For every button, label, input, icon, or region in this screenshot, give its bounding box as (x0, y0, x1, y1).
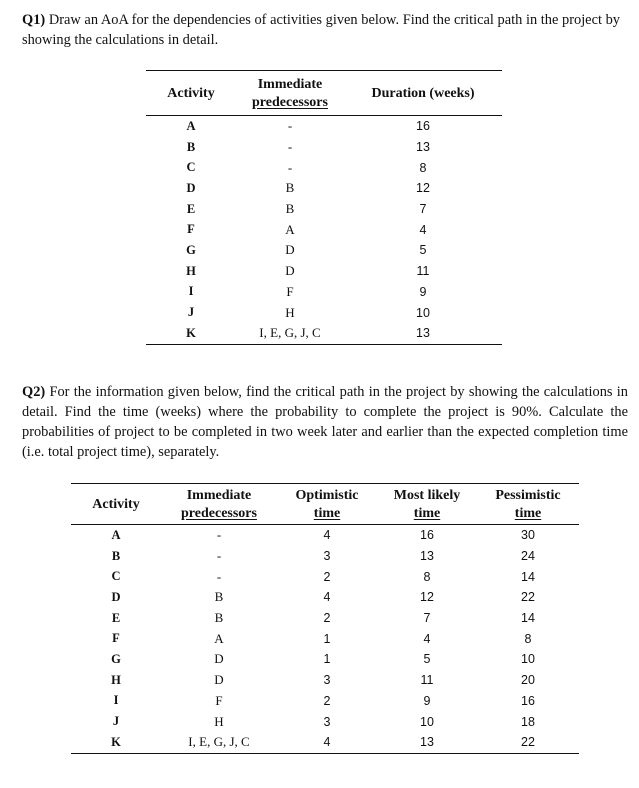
predecessors-cell: B (214, 610, 224, 626)
duration-cell: 16 (416, 119, 430, 134)
predecessors-cell: I, E, G, J, C (259, 325, 321, 341)
activity-cell: G (111, 651, 121, 666)
question-1 (22, 10, 620, 50)
table-row (71, 649, 579, 670)
table-row (146, 219, 502, 240)
activity-cell: D (111, 589, 121, 604)
pessimistic-time-cell: 22 (521, 590, 535, 605)
activity-cell: G (186, 242, 196, 257)
activity-cell: B (186, 139, 196, 154)
header-pessimistic-line2: time (514, 506, 542, 521)
pessimistic-time-cell: 14 (521, 611, 535, 626)
header-most-likely-line2: time (413, 506, 441, 521)
table-body (146, 116, 502, 345)
optimistic-time-cell: 1 (323, 631, 331, 646)
question-1-text: Draw an AoA for the dependencies of activities given below. Find the critical path in the project by showing the calculations in detail. (22, 12, 620, 48)
predecessors-cell: - (216, 548, 222, 564)
activity-cell: F (187, 222, 195, 237)
predecessors-cell: F (215, 692, 223, 708)
header-predecessors-line1: Immediate (186, 488, 252, 503)
pessimistic-time-cell: 8 (524, 631, 532, 646)
predecessors-cell: - (216, 527, 222, 543)
predecessors-cell: H (214, 713, 224, 729)
most-likely-time-cell: 11 (420, 673, 434, 688)
table-row (71, 732, 579, 753)
header-activity: Activity (167, 86, 215, 101)
question-2 (22, 382, 628, 462)
activity-cell: H (186, 263, 196, 278)
header-predecessors (236, 71, 344, 116)
table-row (71, 670, 579, 691)
header-activity: Activity (92, 497, 140, 512)
most-likely-time-cell: 13 (420, 735, 434, 750)
pessimistic-time-cell: 10 (521, 652, 535, 667)
header-optimistic-line2: time (313, 506, 341, 521)
optimistic-time-cell: 2 (323, 569, 331, 584)
table-row (71, 546, 579, 567)
table-header-row (146, 71, 502, 116)
activity-cell: F (112, 631, 120, 646)
duration-cell: 7 (419, 202, 427, 217)
duration-cell: 13 (416, 140, 430, 155)
activity-cell: J (187, 305, 195, 320)
duration-cell: 13 (416, 326, 430, 341)
table-row (146, 116, 502, 137)
pert-time-estimates-table (71, 483, 579, 754)
activity-cell: C (186, 160, 196, 175)
header-most-likely (377, 484, 477, 525)
table-row (71, 628, 579, 649)
predecessors-cell: D (214, 651, 224, 667)
predecessors-cell: I, E, G, J, C (188, 734, 250, 750)
table-header-row (71, 484, 579, 525)
predecessors-cell: D (214, 672, 224, 688)
duration-cell: 8 (419, 160, 427, 175)
most-likely-time-cell: 13 (420, 549, 434, 564)
activity-cell: E (186, 201, 196, 216)
table-row (71, 711, 579, 732)
activity-cell: A (111, 527, 121, 542)
activity-cell: H (111, 672, 121, 687)
predecessors-cell: A (214, 630, 224, 646)
duration-cell: 12 (416, 181, 430, 196)
optimistic-time-cell: 4 (323, 528, 331, 543)
optimistic-time-cell: 1 (323, 652, 331, 667)
activity-cell: E (111, 610, 121, 625)
table-row (146, 240, 502, 261)
optimistic-time-cell: 3 (323, 673, 331, 688)
table-row (146, 302, 502, 323)
table-row (146, 137, 502, 158)
table-row (71, 587, 579, 608)
header-predecessors-line1: Immediate (257, 77, 323, 92)
pessimistic-time-cell: 22 (521, 735, 535, 750)
duration-cell: 9 (419, 284, 427, 299)
most-likely-time-cell: 8 (423, 569, 431, 584)
table-row (146, 323, 502, 344)
pessimistic-time-cell: 14 (521, 569, 535, 584)
header-optimistic-line1: Optimistic (295, 488, 359, 503)
question-2-text: For the information given below, find the critical path in the project by showing the calculations in detail. Find the time (weeks) where the probability to complete the project is 90%. Calculate the probabilities of project to be completed in two week later and earlier than the expected completion time (i.e. total project time), separately. (22, 384, 628, 460)
activity-cell: A (186, 118, 196, 133)
header-predecessors (161, 484, 277, 525)
header-pessimistic-line1: Pessimistic (495, 488, 561, 503)
predecessors-cell: - (287, 118, 293, 134)
pessimistic-time-cell: 30 (521, 528, 535, 543)
pessimistic-time-cell: 18 (521, 714, 535, 729)
table-row (146, 157, 502, 178)
predecessors-cell: B (214, 589, 224, 605)
activity-cell: B (111, 548, 121, 563)
predecessors-cell: - (216, 568, 222, 584)
table-row (71, 608, 579, 629)
activity-cell: K (111, 734, 121, 749)
header-most-likely-line1: Most likely (393, 488, 461, 503)
header-predecessors-line2: predecessors (181, 506, 257, 521)
header-pessimistic (477, 484, 579, 525)
predecessors-cell: D (285, 242, 295, 258)
most-likely-time-cell: 9 (423, 693, 431, 708)
optimistic-time-cell: 3 (323, 549, 331, 564)
pessimistic-time-cell: 16 (521, 693, 535, 708)
predecessors-cell: A (285, 221, 295, 237)
optimistic-time-cell: 4 (323, 590, 331, 605)
optimistic-time-cell: 2 (323, 611, 331, 626)
activity-cell: I (188, 284, 194, 299)
optimistic-time-cell: 3 (323, 714, 331, 729)
predecessors-cell: B (285, 201, 295, 217)
most-likely-time-cell: 4 (423, 631, 431, 646)
optimistic-time-cell: 4 (323, 735, 331, 750)
most-likely-time-cell: 16 (420, 528, 434, 543)
most-likely-time-cell: 10 (420, 714, 434, 729)
table-row (71, 525, 579, 546)
optimistic-time-cell: 2 (323, 693, 331, 708)
predecessors-cell: F (286, 283, 294, 299)
activity-cell: I (113, 693, 119, 708)
table-row (146, 282, 502, 303)
activity-cell: C (111, 569, 121, 584)
duration-cell: 11 (416, 264, 430, 279)
table-body (71, 525, 579, 754)
table-row (146, 261, 502, 282)
pessimistic-time-cell: 20 (521, 673, 535, 688)
activity-cell: K (186, 325, 196, 340)
predecessors-cell: B (285, 180, 295, 196)
question-1-label: Q1) (22, 12, 46, 28)
predecessors-cell: D (285, 263, 295, 279)
activity-duration-table (146, 70, 502, 345)
table-row (146, 199, 502, 220)
pessimistic-time-cell: 24 (521, 549, 535, 564)
most-likely-time-cell: 7 (423, 611, 431, 626)
predecessors-cell: H (285, 304, 295, 320)
duration-cell: 5 (419, 243, 427, 258)
most-likely-time-cell: 12 (420, 590, 434, 605)
predecessors-cell: - (287, 139, 293, 155)
question-2-label: Q2) (22, 384, 46, 400)
duration-cell: 4 (419, 222, 427, 237)
header-predecessors-line2: predecessors (252, 95, 328, 110)
predecessors-cell: - (287, 159, 293, 175)
header-optimistic (277, 484, 377, 525)
most-likely-time-cell: 5 (423, 652, 431, 667)
activity-cell: D (186, 180, 196, 195)
activity-cell: J (112, 714, 120, 729)
table-row (146, 178, 502, 199)
duration-cell: 10 (416, 305, 430, 320)
header-duration: Duration (weeks) (371, 86, 475, 101)
table-row (71, 566, 579, 587)
table-row (71, 691, 579, 712)
